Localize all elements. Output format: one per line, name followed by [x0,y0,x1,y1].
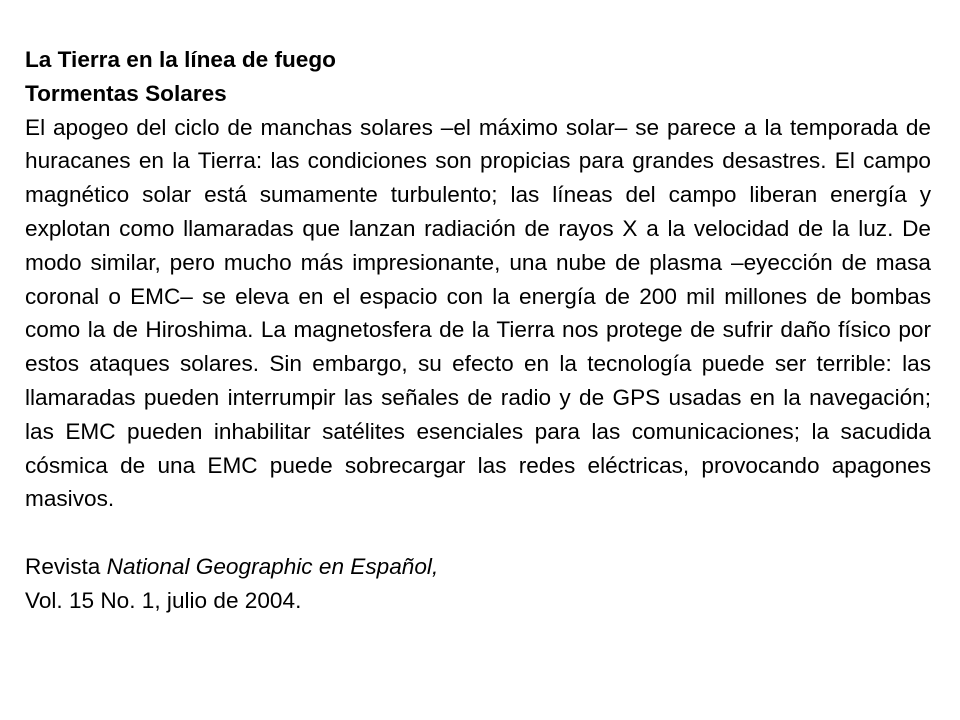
body-paragraph: El apogeo del ciclo de manchas solares –el máximo solar– se parece a la temporada de huracanes en la Tierra: las condiciones son propicias para grandes desastres. El campo magnético solar está sumamente turbulento; las líneas del campo liberan energía y explotan como llamaradas que lanzan radiación de rayos X a la velocidad de la luz. De modo similar, pero mucho más impresionante, una nube de plasma –eyección de masa coronal o EMC– se eleva en el espacio con la energía de 200 mil millones de bombas como la de Hiroshima. La magnetosfera de la Tierra nos protege de sufrir daño físico por estos ataques solares. Sin embargo, su efecto en la tecnología puede ser terrible: las llamaradas pueden interrumpir las señales de radio y de GPS usadas en la navegación; las EMC pueden inhabilitar satélites esenciales para las comunicaciones; la sacudida cósmica de una EMC puede sobrecargar las redes eléctricas, provocando apagones masivos. [25,114,931,512]
text-block [25,43,931,618]
document-title: La Tierra en la línea de fuego [25,47,336,72]
citation-source-line [25,550,931,584]
document-subtitle: Tormentas Solares [25,80,227,106]
citation-source: National Geographic en Español, [106,553,439,579]
citation-details: Vol. 15 No. 1, julio de 2004. [25,587,302,613]
citation-prefix: Revista [25,553,107,579]
paragraph-spacer [25,516,931,550]
